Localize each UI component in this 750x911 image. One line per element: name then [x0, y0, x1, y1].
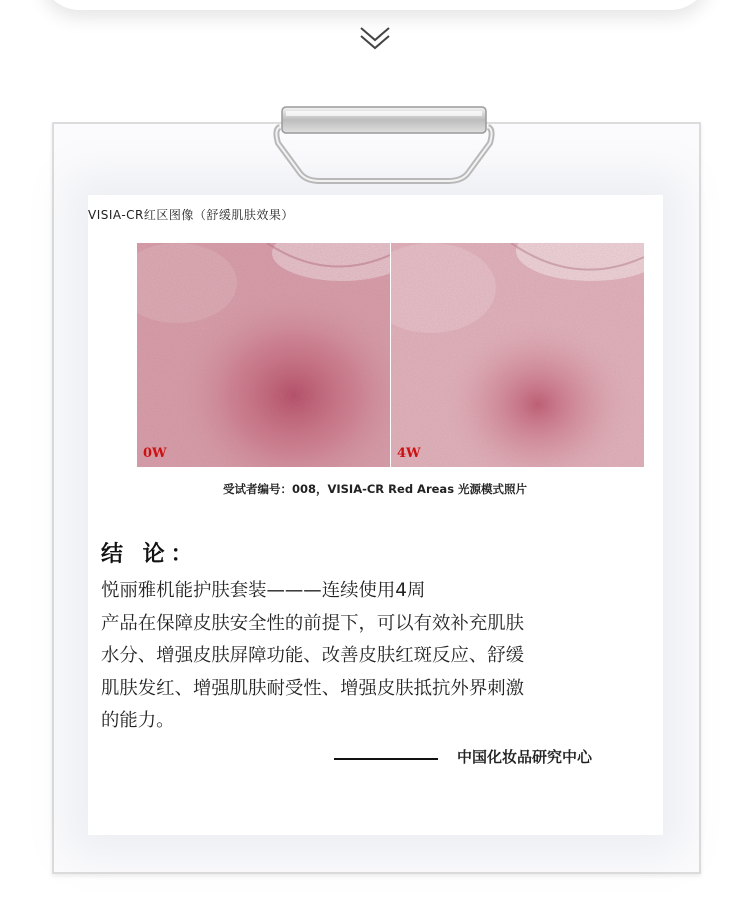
double-chevron-down-icon[interactable]	[358, 20, 392, 54]
signature-organization: 中国化妆品研究中心	[457, 748, 593, 766]
conclusion-heading: 结 论：	[101, 542, 199, 567]
conclusion-body	[101, 575, 646, 738]
photo-label-4w: 4W	[397, 446, 421, 461]
clipboard-clip-icon	[270, 103, 498, 185]
top-card-edge	[40, 0, 710, 10]
photo-label-0w: 0W	[143, 446, 167, 461]
conclusion-line: 肌肤发红、增强肌肤耐受性、增强皮肤抵抗外界刺激	[101, 677, 524, 699]
conclusion-line: 的能力。	[101, 710, 175, 732]
photo-caption: 受试者编号：008，VISIA-CR Red Areas 光源模式照片	[222, 482, 528, 496]
photo-week-4	[391, 243, 644, 467]
skin-photo-image	[137, 243, 390, 467]
conclusion-line: 产品在保障皮肤安全性的前提下，可以有效补充肌肤	[101, 612, 524, 634]
visia-title: VISIA-CR红区图像（舒缓肌肤效果）	[88, 208, 294, 222]
skin-photo-image	[391, 243, 644, 467]
conclusion-line: 悦丽雅机能护肤套装———连续使用4周	[101, 580, 426, 601]
signature-rule	[334, 758, 438, 760]
conclusion-line: 水分、增强皮肤屏障功能、改善皮肤红斑反应、舒缓	[101, 645, 524, 667]
photo-week-0	[137, 243, 390, 467]
